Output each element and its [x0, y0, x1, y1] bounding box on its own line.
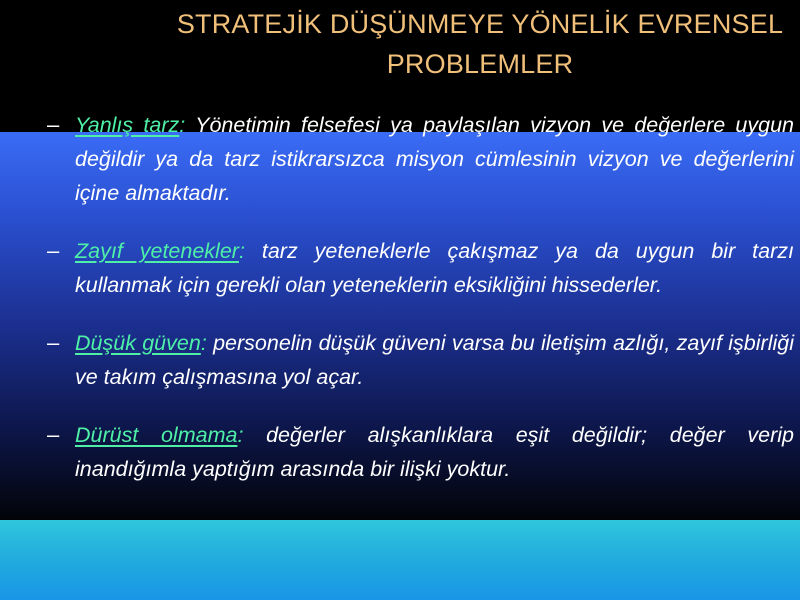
- bullet-marker: –: [47, 238, 60, 263]
- bullet-marker: –: [47, 422, 60, 447]
- bullet-term: Düşük güven: [75, 331, 201, 355]
- bullet-term: Yanlış tarz: [75, 113, 180, 137]
- bullet-item-yanlis-tarz: [0, 108, 800, 210]
- bullet-body: değerler alışkanlıklara eşit değildir; değer verip inandığımla yaptığım arasında bir ilişki yoktur.: [75, 423, 794, 481]
- bullet-term: Zayıf yetenekler: [75, 239, 239, 263]
- bottom-band: [0, 520, 800, 600]
- bullet-colon: :: [179, 113, 186, 137]
- bullet-item-durust-olmama: [0, 418, 800, 486]
- title-line-2: PROBLEMLER: [386, 49, 574, 79]
- bullet-marker: –: [47, 112, 60, 137]
- bullet-item-dusuk-guven: [0, 326, 800, 394]
- bullet-text: [75, 418, 794, 486]
- bullet-list: [0, 108, 800, 510]
- bullet-marker: –: [47, 330, 60, 355]
- bullet-term: Dürüst olmama: [75, 423, 238, 447]
- bullet-text: [75, 108, 794, 210]
- bullet-colon: :: [238, 239, 245, 263]
- slide-title: [160, 4, 800, 84]
- bullet-body: tarz yeteneklerle çakışmaz ya da uygun bir tarzı kullanmak için gerekli olan yeteneklerin eksikliğini hissederler.: [75, 239, 794, 297]
- bullet-body: Yönetimin felsefesi ya paylaşılan vizyon ve değerlere uygun değildir ya da tarz istikrarsızca misyon cümlesinin vizyon ve değerlerini içine almaktadır.: [75, 113, 794, 205]
- bullet-text: [75, 326, 794, 394]
- bullet-item-zayif-yetenekler: [0, 234, 800, 302]
- title-line-1: STRATEJİK DÜŞÜNMEYE YÖNELİK EVRENSEL: [176, 9, 784, 39]
- bullet-body: personelin düşük güveni varsa bu iletişim azlığı, zayıf işbirliği ve takım çalışmasına yol açar.: [75, 331, 794, 389]
- bullet-colon: :: [237, 423, 244, 447]
- bullet-text: [75, 234, 794, 302]
- bullet-colon: :: [200, 331, 207, 355]
